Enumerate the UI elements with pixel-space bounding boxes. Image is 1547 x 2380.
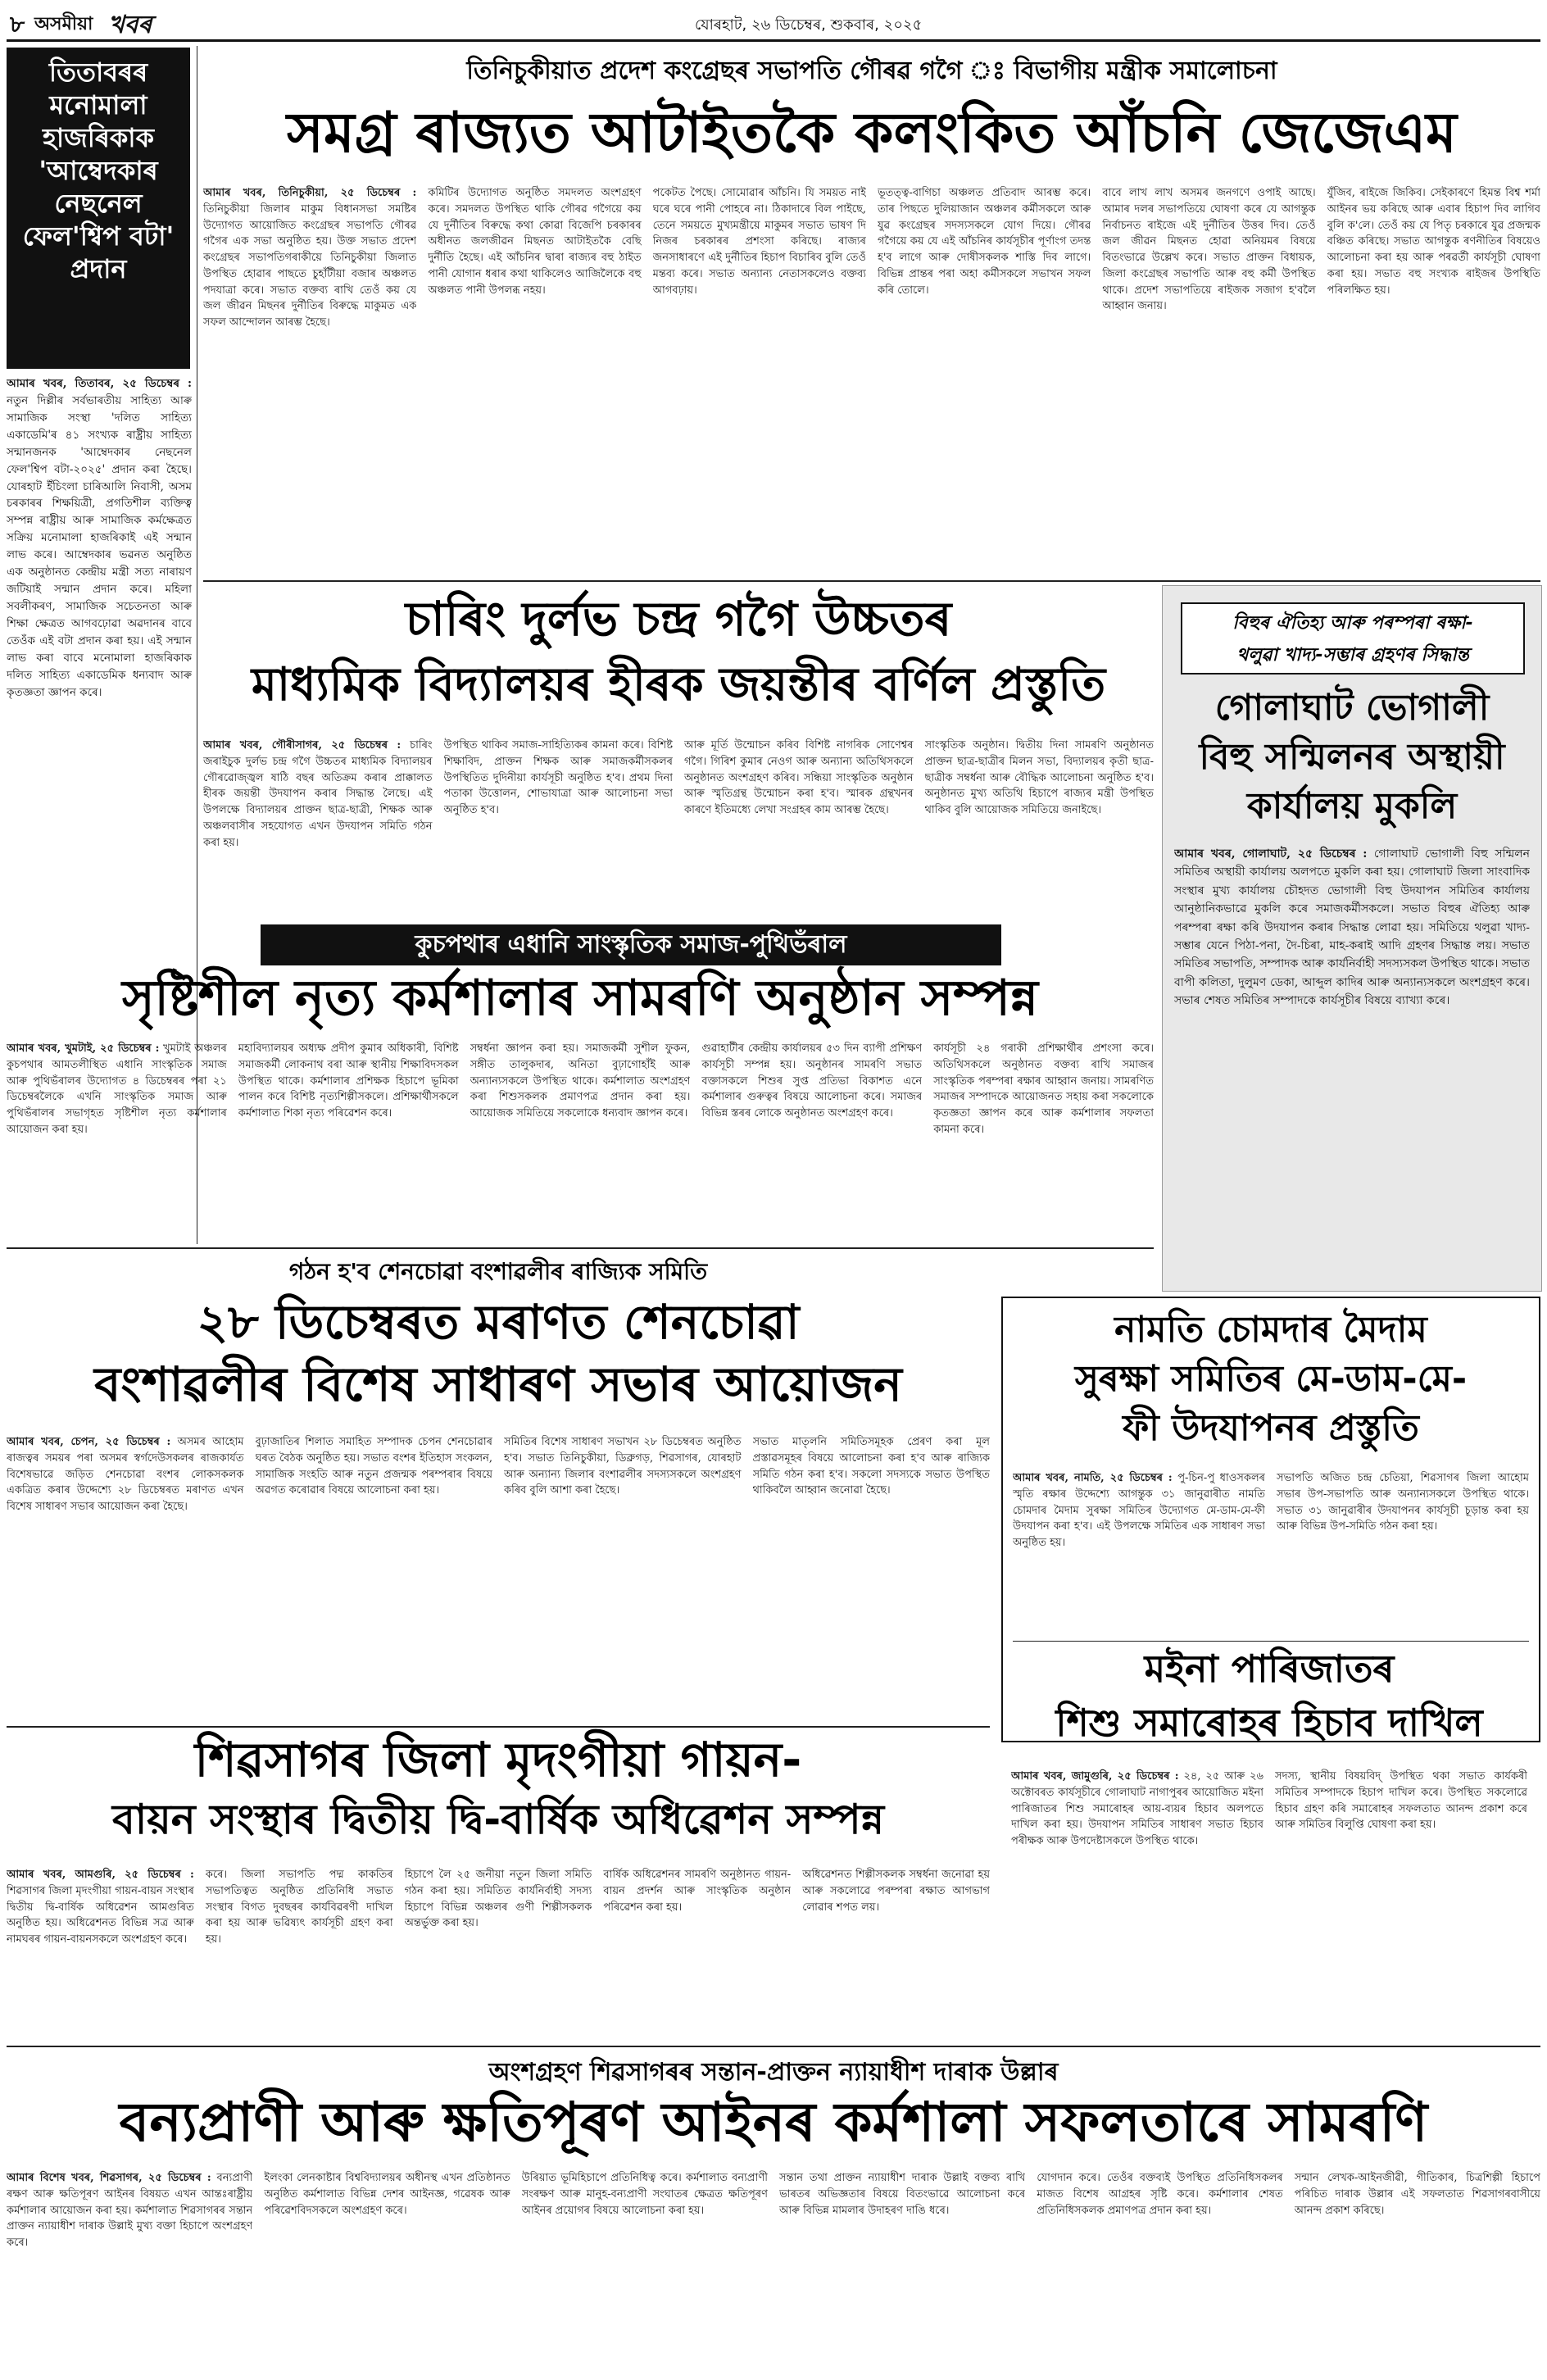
story6-col5: যোগদান কৰে। তেওঁৰ বক্তব্যই উপস্থিত প্ৰতিনিধিসকলৰ মাজত বিশেষ আগ্ৰহৰ সৃষ্টি কৰে। কৰ্মশালাৰ শেষত প্ৰতিনিধিসকলক প্ৰমাণপত্ৰ প্ৰদান কৰা হয়।	[1037, 2172, 1283, 2217]
left-story-headline-box	[7, 48, 190, 369]
story1-dateline: আমাৰ খবৰ, তিনিচুকীয়া, ২৫ ডিচেম্বৰ :	[203, 187, 417, 199]
story4-headline-line2: বংশাৱলীৰ বিশেষ সাধাৰণ সভাৰ আয়োজন	[94, 1356, 902, 1412]
story1	[203, 46, 1540, 579]
story4-headline-line1: ২৮ ডিচেম্বৰত মৰাণত শেনচোৱা	[197, 1294, 800, 1350]
namti-headline-line1: নামতি চোমদাৰ মৈদাম	[1114, 1309, 1427, 1351]
paper-name-b: খবৰ	[108, 11, 152, 39]
story5	[7, 1731, 990, 2098]
bihu-headline-line2: বিহু সন্মিলনৰ অস্থায়ী	[1199, 736, 1505, 778]
story1-col3: পকেটত পৈছে। সোমোৱাৰ আঁচনি। যি সময়ত নাই ঘৰে ঘৰে পানী পোহৰে না। ঠিকাদাৰে বিল পাইছে, তেনে সময়তে মুখ্যমন্ত্ৰীয়ে মাকুমৰ সভাত ভাষণ দি নিজৰ চৰকাৰৰ প্ৰশংসা কৰিছে। ৰাজ্যৰ জনসাধাৰণে এই দুৰ্নীতিৰ হিচাপ বিচাৰিব বুলি তেওঁ মন্তব্য কৰে। সভাত অন্যান্য নেতাসকলেও বক্তব্য আগবঢ়ায়।	[652, 187, 866, 297]
dateline: যোৰহাট, ২৬ ডিচেম্বৰ, শুকবাৰ, ২০২৫	[695, 16, 923, 34]
story3-col5: কাৰ্যসূচী ২৪ গৰাকী প্ৰশিক্ষাৰ্থীৰ প্ৰশংসা কৰে। অতিথিসকলে অনুষ্ঠানত বক্তব্য ৰাখি সমাজৰ সাংস্কৃতিক পৰম্পৰা ৰক্ষাৰ আহ্বান জনায়। সামৰণিত সমাজৰ সম্পাদকে আয়োজনত সহায় কৰা সকলোকে কৃতজ্ঞতা জ্ঞাপন কৰে আৰু কৰ্মশালাৰ সফলতা কামনা কৰে।	[933, 1042, 1154, 1136]
story1-col1: তিনিচুকীয়া জিলাৰ মাকুম বিধানসভা সমষ্টিৰ উদ্যোগত আয়োজিত কংগ্ৰেছৰ সভাপতি গৌৰৱ গগৈৰ এক সভা অনুষ্ঠিত হয়। উক্ত সভাত প্ৰদেশ কংগ্ৰেছৰ সভাপতিগৰাকীয়ে তিনিচুকীয়া জিলাত উপস্থিত হোৱাৰ পাছতে চুহাঁটীয়া বজাৰ অঞ্চলত পদযাত্ৰা কৰে। সভাত বক্তব্য ৰাখি তেওঁ কয় যে জল জীৱন মিছনৰ দুৰ্নীতিৰ বিৰুদ্ধে মাকুমত এক সফল আন্দোলন আৰম্ভ হৈছে।	[203, 202, 417, 329]
story6	[7, 2051, 1540, 2375]
namti-col1: পু-চিন-পু ধাওসকলৰ স্মৃতি ৰক্ষাৰ উদ্দেশ্যে আগন্তুক ৩১ জানুৱাৰীত নামতি চোমদাৰ মৈদাম সুৰক্ষা সমিতিৰ উদ্যোগত মে-ডাম-মে-ফী উদযাপন কৰা হ'ব। এই উপলক্ষে সমিতিৰ এক সাধাৰণ সভা অনুষ্ঠিত হয়।	[1013, 1472, 1265, 1549]
namti-col2: সভাপতি অজিত চন্দ্ৰ চেতিয়া, শিৱসাগৰ জিলা আহোম সভাৰ উপ-সভাপতি আৰু অন্যান্যসকলে উপস্থিত থাকে। সভাত ৩১ জানুৱাৰীৰ উদযাপনৰ কাৰ্যসূচী চূড়ান্ত কৰা হয় আৰু বিভিন্ন উপ-সমিতি গঠন কৰা হয়।	[1277, 1472, 1529, 1533]
story6-kicker: অংশগ্ৰহণ শিৱসাগৰৰ সন্তান-প্ৰাক্তন ন্যায়াধীশ দাৰাক উল্লাৰ	[488, 2058, 1059, 2087]
story1-kicker: তিনিচুকীয়াত প্ৰদেশ কংগ্ৰেছৰ সভাপতি গৌৰৱ গগৈ ঃ বিভাগীয় মন্ত্ৰীক সমালোচনা	[466, 57, 1277, 85]
story4-col2: বুঢ়াজাতিৰ শিলাত সমাহিত সম্পাদক চেপন শেনচোৱাৰ ঘৰত বৈঠক অনুষ্ঠিত হয়। সভাত বংশৰ ইতিহাস সংকলন, সামাজিক সংহতি আৰু নতুন প্ৰজন্মক পৰম্পৰাৰ বিষয়ে অৱগত কৰোৱাৰ বিষয়ে আলোচনা কৰা হয়।	[255, 1436, 492, 1497]
paper-name-a: অসমীয়া	[34, 14, 93, 34]
story2-headline-line2: মাধ্যমিক বিদ্যালয়ৰ হীৰক জয়ন্তীৰ বৰ্ণিল প্ৰস্তুতি	[251, 658, 1106, 711]
story5-headline-line1: শিৱসাগৰ জিলা মৃদংগীয়া গায়ন-	[194, 1732, 802, 1787]
story1-headline: সমগ্ৰ ৰাজ্যত আটাইতকৈ কলংকিত আঁচনি জেজেএম	[287, 101, 1457, 166]
maina-story	[1001, 1647, 1537, 2096]
story2-col2: উপস্থিত থাকিব সমাজ-সাহিত্যিকৰ কামনা কৰে। বিশিষ্ট শিক্ষাবিদ, প্ৰাক্তন শিক্ষক আৰু সমাজকৰ্মীসকলৰ উপস্থিতিত দুদিনীয়া কাৰ্যসূচী অনুষ্ঠিত হ'ব। প্ৰথম দিনা পতাকা উত্তোলন, শোভাযাত্ৰা আৰু আলোচনা সভা অনুষ্ঠিত হ'ব।	[443, 739, 673, 816]
story4-col4: সভাত মাতৃলনি সমিতিসমূহক প্ৰেৰণ কৰা মূল প্ৰস্তাৱসমূহৰ বিষয়ে আলোচনা কৰা হ'ব আৰু ৰাজ্যিক সমিতি গঠন কৰা হ'ব। সকলো সদস্যকে সভাত উপস্থিত থাকিবলৈ আহ্বান জনোৱা হৈছে।	[752, 1436, 990, 1497]
story3-dateline: আমাৰ খবৰ, খুমটাই, ২৫ ডিচেম্বৰ :	[7, 1042, 160, 1055]
namti-headline-line3: ফী উদযাপনৰ প্ৰস্তুতি	[1123, 1407, 1419, 1449]
bihu-headline-line3: কাৰ্যালয় মুকলি	[1246, 785, 1458, 827]
story5-col2: কৰে। জিলা সভাপতি পদ্ম কাকতিৰ সভাপতিত্বত অনুষ্ঠিত প্ৰতিনিধি সভাত সংস্থাৰ বিগত দুবছৰৰ কাৰ্যবিৱৰণী দাখিল কৰা হয় আৰু ভৱিষ্যৎ কাৰ্যসূচী গ্ৰহণ কৰা হয়।	[205, 1869, 393, 1946]
left-story-dateline: আমাৰ খবৰ, তিতাবৰ, ২৫ ডিচেম্বৰ :	[7, 377, 192, 390]
story3-col4: গুৱাহাটীৰ কেন্দ্ৰীয় কাৰ্যালয়ৰ ৫৩ দিন ব্যাপী প্ৰশিক্ষণ কাৰ্যসূচী সম্পন্ন হয়। অনুষ্ঠানৰ সামৰণি সভাত বক্তাসকলে শিশুৰ সুপ্ত প্ৰতিভা বিকাশত এনে কৰ্মশালাৰ গুৰুত্বৰ বিষয়ে আলোচনা কৰে। সমাজৰ বিভিন্ন স্তৰৰ লোকে অনুষ্ঠানত অংশগ্ৰহণ কৰে।	[701, 1042, 923, 1120]
story5-col3: হিচাপে লৈ ২৫ জনীয়া নতুন জিলা সমিতি গঠন কৰা হয়। সমিতিত কাৰ্যনিৰ্বাহী সদস্য হিচাপে বিভিন্ন অঞ্চলৰ গুণী শিল্পীসকলক অন্তৰ্ভুক্ত কৰা হয়।	[404, 1869, 592, 1930]
story4-dateline: আমাৰ খবৰ, চেপন, ২৫ ডিচেম্বৰ :	[7, 1436, 171, 1448]
story1-col6: যুঁজিব, ৰাইজে জিকিব। সেইকাৰণে হিমন্ত বিশ্ব শৰ্মা আইনৰ ভয় কৰিছে আৰু এবাৰ হিচাপ দিব লাগিব বুলি ক'লে। তেওঁ কয় যে পিতৃ চৰকাৰে যুৱ প্ৰজন্মক বঞ্চিত কৰিছে। সভাত আগন্তুক ৰণনীতিৰ বিষয়েও আলোচনা কৰা হয় আৰু পৰৱৰ্তী কাৰ্যসূচী ঘোষণা কৰা হয়। সভাত বহু সংখ্যক ৰাইজৰ উপস্থিতি পৰিলক্ষিত হয়।	[1327, 187, 1540, 297]
bihu-headline-line1: গোলাঘাট ভোগালী	[1214, 687, 1490, 729]
story6-dateline: আমাৰ বিশেষ খবৰ, শিৱসাগৰ, ২৫ ডিচেম্বৰ :	[7, 2172, 211, 2184]
bihu-kicker-frame	[1181, 602, 1525, 674]
story2-headline-line1: চাৰিং দুৰ্লভ চন্দ্ৰ গগৈ উচ্চতৰ	[405, 591, 952, 647]
story5-dateline: আমাৰ খবৰ, আমগুৰি, ২৫ ডিচেম্বৰ :	[7, 1869, 194, 1881]
bihu-kicker-line1: বিহুৰ ঐতিহ্য আৰু পৰম্পৰা ৰক্ষা-	[1232, 613, 1473, 634]
bihu-text: গোলাঘাট ভোগালী বিহু সন্মিলন সমিতিৰ অস্থায়ী কাৰ্যালয় অলপতে মুকলি কৰা হয়। গোলাঘাট জিলা সাংবাদিক সংস্থাৰ মুখ্য কাৰ্যালয় চৌহদত ভোগালী বিহু উদযাপন সমিতিৰ কাৰ্যালয় আনুষ্ঠানিকভাৱে মুকলি কৰে সমাজকৰ্মীসকলে। সভাত বিহুৰ ঐতিহ্য আৰু পৰম্পৰা ৰক্ষা কৰি উদযাপন কৰাৰ সিদ্ধান্ত লোৱা হয়। সমিতিয়ে থলুৱা খাদ্য-সম্ভাৰ যেনে পিঠা-পনা, দৈ-চিৰা, মাহ-কৰাই আদি গ্ৰহণৰ সিদ্ধান্ত লয়। সভাত সমিতিৰ সভাপতি, সম্পাদক আৰু কাৰ্যনিৰ্বাহী সদস্যসকল উপস্থিত থাকে। সভাত বাপী কলিতা, দুলুমণ ডেকা, আব্দুল কাদিৰ আৰু অন্যান্যসকলে অংশগ্ৰহণ কৰে। সভাৰ শেষত সমিতিৰ সম্পাদকে কাৰ্যসূচীৰ বিষয়ে ব্যাখ্যা কৰে।	[1174, 847, 1530, 1008]
story1-col4: ভূতত্ত্ব-বাগিচা অঞ্চলত প্ৰতিবাদ আৰম্ভ কৰে। তাৰ পিছতে দুলিয়াজান অঞ্চলৰ কৰ্মীসকলে আৰু যুৱ কংগ্ৰেছৰ সদস্যসকলে যোগ দিয়ে। গৌৰৱ গগৈয়ে কয় যে এই আঁচনিৰ কাৰ্যসূচীৰ পূৰ্ণাংগ তদন্ত হ'ব লাগে আৰু দোষীসকলক শাস্তি দিব লাগে। বিভিন্ন প্ৰান্তৰ পৰা অহা কৰ্মীসকলে সভাখন সফল কৰি তোলে।	[877, 187, 1091, 297]
left-story-text: নতুন দিল্লীৰ সৰ্বভাৰতীয় সাহিত্য আৰু সামাজিক সংস্থা 'দলিত সাহিত্য একাডেমি'ৰ ৪১ সংখ্যক ৰাষ্ট্ৰীয় সাহিত্য সন্মানজনক 'আম্বেদকাৰ নেছনেল ফেল'শ্বিপ বটা-২০২৫' প্ৰদান কৰা হৈছে। যোৰহাট ইঁচিংলা চাৰিআলি নিবাসী, অসম চৰকাৰৰ শিক্ষয়িত্ৰী, প্ৰগতিশীল ব্যক্তিত্ব সম্পন্ন ৰাষ্ট্ৰীয় আৰু সামাজিক কৰ্মক্ষেত্ৰত সক্ৰিয় মনোমালা হাজৰিকাই এই সন্মান লাভ কৰে। আম্বেদকাৰ ভৱনত অনুষ্ঠিত এক অনুষ্ঠানত কেন্দ্ৰীয় মন্ত্ৰী সত্য নাৰায়ণ জটিয়াই সন্মান প্ৰদান কৰে। মহিলা সবলীকৰণ, সামাজিক সচেতনতা আৰু শিক্ষা ক্ষেত্ৰত আগবঢ়োৱা অৱদানৰ বাবে তেওঁক এই বটা প্ৰদান কৰা হয়। এই সন্মান লাভ কৰা বাবে মনোমালা হাজৰিকাক দলিত সাহিত্য একাডেমিক ধন্যবাদ আৰু কৃতজ্ঞতা জ্ঞাপন কৰে।	[7, 393, 192, 699]
story4-col1: অসমৰ আহোম ৰাজত্বৰ সময়ৰ পৰা অসমৰ স্বৰ্গদেউসকলৰ ৰাজকাৰ্যত বিশেষভাৱে জড়িত শেনচোৱা বংশৰ লোকসকলক একত্ৰিত কৰাৰ উদ্দেশ্যে ২৮ ডিচেম্বৰত মৰাণত এখন বিশেষ সাধাৰণ সভাৰ আয়োজন কৰা হৈছে।	[7, 1436, 244, 1513]
story4	[7, 1252, 990, 1721]
story3-headline: সৃষ্টিশীল নৃত্য কৰ্মশালাৰ সামৰণি অনুষ্ঠান সম্পন্ন	[122, 970, 1038, 1027]
story2-col1: চাৰিং জৰাইচুক দুৰ্লভ চন্দ্ৰ গগৈ উচ্চতৰ মাধ্যমিক বিদ্যালয়ৰ গৌৰৱোজ্জ্বল ষাঠি বছৰ অতিক্ৰম কৰাৰ প্ৰাক্কালত হীৰক জয়ন্তী উদযাপন কৰাৰ সিদ্ধান্ত লৈছে। এই উপলক্ষে বিদ্যালয়ৰ প্ৰাক্তন ছাত্ৰ-ছাত্ৰী, শিক্ষক আৰু অঞ্চলবাসীৰ সহযোগত এখন উদযাপন সমিতি গঠন কৰা হয়।	[203, 739, 433, 849]
story3	[7, 970, 1154, 1244]
story2-col3: আৰু মূৰ্তি উন্মোচন কৰিব বিশিষ্ট নাগৰিক সোণেশ্বৰ গগৈ। গিৰিশ কুমাৰ নেওগ আৰু অন্যান্য অতিথিসকলে অনুষ্ঠানত অংশগ্ৰহণ কৰিব। সন্ধিয়া সাংস্কৃতিক অনুষ্ঠান আৰু স্মৃতিগ্ৰন্থ উন্মোচন কৰা হ'ব। স্মাৰক গ্ৰন্থখনৰ কাৰণে ইতিমধ্যে লেখা সংগ্ৰহৰ কাম আৰম্ভ হৈছে।	[684, 739, 914, 816]
story4-kicker: গঠন হ'ব শেনচোৱা বংশাৱলীৰ ৰাজ্যিক সমিতি	[288, 1258, 708, 1285]
story5-col4: বাৰ্ষিক অধিৱেশনৰ সামৰণি অনুষ্ঠানত গায়ন-বায়ন প্ৰদৰ্শন আৰু সাংস্কৃতিক অনুষ্ঠান পৰিৱেশন কৰা হয়।	[603, 1869, 792, 1914]
story6-col6: সন্মান লেখক-আইনজীৱী, গীতিকাৰ, চিত্ৰশিল্পী হিচাপে পৰিচিত দাৰাক উল্লাৰ এই সফলতাত শিৱসাগৰবাসীয়ে আনন্দ প্ৰকাশ কৰিছে।	[1294, 2172, 1540, 2217]
story1-col2: কমিটিৰ উদ্যোগত অনুষ্ঠিত সমদলত অংশগ্ৰহণ কৰে। সমদলত উপস্থিত থাকি গৌৰৱ গগৈয়ে কয় যে দুৰ্নীতিৰ বিৰুদ্ধে কথা কোৱা বিজেপি চৰকাৰৰ অধীনত জলজীৱন মিছনত আটাইতকৈ বেছি দুৰ্নীতি হৈছে। এই আঁচনিৰ দ্বাৰা ৰাজ্যৰ বহু ঠাইত পানী যোগান ধৰাৰ কথা থাকিলেও আজিলৈকে বহু অঞ্চলত পানী উপলব্ধ নহয়।	[428, 187, 642, 297]
masthead	[7, 3, 1540, 42]
story6-col1: বন্যপ্ৰাণী ৰক্ষণ আৰু ক্ষতিপূৰণ আইনৰ বিষয়ত এখন আন্তঃৰাষ্ট্ৰীয় কৰ্মশালাৰ আয়োজন কৰা হয়। কৰ্মশালাত শিৱসাগৰৰ সন্তান প্ৰাক্তন ন্যায়াধীশ দাৰাক উল্লাই মুখ্য বক্তা হিচাপে অংশগ্ৰহণ কৰে।	[7, 2172, 253, 2249]
page-number: ৮	[10, 11, 25, 38]
maina-dateline: আমাৰ খবৰ, জামুগুৰি, ২৫ ডিচেম্বৰ :	[1011, 1770, 1179, 1783]
story2-dateline: আমাৰ খবৰ, গৌৰীসাগৰ, ২৫ ডিচেম্বৰ :	[203, 739, 401, 752]
story6-headline: বন্যপ্ৰাণী আৰু ক্ষতিপূৰণ আইনৰ কৰ্মশালা সফলতাৰে সামৰণি	[119, 2091, 1428, 2154]
story3-col3: সম্বৰ্ধনা জ্ঞাপন কৰা হয়। সমাজকৰ্মী সুশীল ফুকন, সঙ্গীত তালুকদাৰ, অনিতা বুঢ়াগোহাঁই আৰু অন্যান্যসকলে উপস্থিত থাকে। কৰ্মশালাত অংশগ্ৰহণ কৰা শিশুসকলক প্ৰমাণপত্ৰ প্ৰদান কৰা হয়। আয়োজক সমিতিয়ে সকলোকে ধন্যবাদ জ্ঞাপন কৰে।	[470, 1042, 691, 1120]
bihu-box	[1162, 585, 1542, 1292]
story5-col1: শিৱসাগৰ জিলা মৃদংগীয়া গায়ন-বায়ন সংস্থাৰ দ্বিতীয় দ্বি-বাৰ্ষিক অধিৱেশন আমগুৰিত অনুষ্ঠিত হয়। অধিৱেশনত বিভিন্ন সত্ৰ আৰু নামঘৰৰ গায়ন-বায়নসকলে অংশগ্ৰহণ কৰে।	[7, 1884, 194, 1946]
namti-headline-line2: সুৰক্ষা সমিতিৰ মে-ডাম-মে-	[1074, 1358, 1468, 1400]
maina-headline-line1: মইনা পাৰিজাতৰ	[1144, 1646, 1395, 1691]
story2-col4: সাংস্কৃতিক অনুষ্ঠান। দ্বিতীয় দিনা সামৰণি অনুষ্ঠানত প্ৰাক্তন ছাত্ৰ-ছাত্ৰীৰ মিলন সভা, বিদ্যালয়ৰ কৃতী ছাত্ৰ-ছাত্ৰীক সম্বৰ্ধনা আৰু বৌদ্ধিক আলোচনা অনুষ্ঠিত হ'ব। অনুষ্ঠানত মুখ্য অতিথি হিচাপে ৰাজ্যৰ মন্ত্ৰী উপস্থিত থাকিব বুলি আয়োজক সমিতিয়ে জনাইছে।	[924, 739, 1154, 816]
bihu-body	[1174, 845, 1530, 1279]
story5-headline-line2: বায়ন সংস্থাৰ দ্বিতীয় দ্বি-বাৰ্ষিক অধিৱেশন সম্পন্ন	[111, 1796, 885, 1843]
left-story-headline: তিতাবৰৰ মনোমালা হাজৰিকাক 'আম্বেদকাৰ নেছনেল ফেল'শ্বিপ বটা' প্ৰদান	[22, 57, 175, 284]
story4-col3: সমিতিৰ বিশেষ সাধাৰণ সভাখন ২৮ ডিচেম্বৰত অনুষ্ঠিত হ'ব। সভাত তিনিচুকীয়া, ডিব্ৰুগড়, শিৱসাগৰ, যোৰহাট আৰু অন্যান্য জিলাৰ বংশাৱলীৰ সদস্যসকলে অংশগ্ৰহণ কৰিব বুলি আশা কৰা হৈছে।	[504, 1436, 742, 1497]
story2	[203, 585, 1154, 942]
story6-col2: ইলংকা লেনকাষ্টাৰ বিশ্ববিদ্যালয়ৰ অধীনস্থ এখন প্ৰতিষ্ঠানত অনুষ্ঠিত কৰ্মশালাত বিভিন্ন দেশৰ আইনজ্ঞ, গৱেষক আৰু পৰিৱেশবিদসকলে অংশগ্ৰহণ কৰে।	[264, 2172, 510, 2217]
story5-col5: অধিৱেশনত শিল্পীসকলক সম্বৰ্ধনা জনোৱা হয় আৰু সকলোৱে পৰম্পৰা ৰক্ষাত আগভাগ লোৱাৰ শপত লয়।	[802, 1869, 990, 1914]
maina-col2: সদস্য, স্থানীয় বিষয়বিদ্ উপস্থিত থকা সভাত কাৰ্যকৰী সমিতিৰ সম্পাদকে হিচাপ দাখিল কৰে। উপস্থিত সকলোৱে হিচাব গ্ৰহণ কৰি সমাৰোহৰ সফলতাত আনন্দ প্ৰকাশ কৰে আৰু সমিতিৰ বিলুপ্তি ঘোষণা কৰা হয়।	[1275, 1770, 1527, 1832]
bihu-kicker-line2: থলুৱা খাদ্য-সম্ভাৰ গ্ৰহণৰ সিদ্ধান্ত	[1236, 645, 1469, 665]
maina-col1: ২৪, ২৫ আৰু ২৬ অক্টোবৰত কাৰ্যসূচীৰে গোলাঘাট নাগাপুৰৰ আয়োজিত মইনা পাৰিজাতৰ শিশু সমাৰোহৰ আয়-ব্যয়ৰ হিচাব অলপতে দাখিল কৰা হয়। উদযাপন সমিতিৰ সাধাৰণ সভাত হিচাব পৰীক্ষক আৰু উপদেষ্টাসকলে উপস্থিত থাকে।	[1011, 1770, 1263, 1847]
story3-kicker: কুচপথাৰ এধানি সাংস্কৃতিক সমাজ-পুথিভঁৰাল	[415, 929, 847, 959]
bihu-dateline: আমাৰ খবৰ, গোলাঘাট, ২৫ ডিচেম্বৰ :	[1174, 847, 1368, 861]
namti-dateline: আমাৰ খবৰ, নামতি, ২৫ ডিচেম্বৰ :	[1013, 1472, 1173, 1484]
story3-col2: মহাবিদ্যালয়ৰ অধ্যক্ষ প্ৰদীপ কুমাৰ অধিকাৰী, বিশিষ্ট সমাজকৰ্মী লোকনাথ বৰা আৰু স্থানীয় শিক্ষাবিদসকল উপস্থিত থাকে। কৰ্মশালাৰ প্ৰশিক্ষক হিচাপে ভূমিকা পালন কৰে বিশিষ্ট নৃত্যশিল্পীসকলে। প্ৰশিক্ষাৰ্থীসকলে কৰ্মশালাত শিকা নৃত্য পৰিৱেশন কৰে।	[238, 1042, 459, 1120]
story3-col1: খুমটাই অঞ্চলৰ কুচপথাৰ আমতলীস্থিত এধানি সাংস্কৃতিক সমাজ আৰু পুথিভঁৰালৰ উদ্যোগত ৪ ডিচেম্বৰৰ পৰা ২১ ডিচেম্বৰলৈকে এখনি সাংস্কৃতিক সমাজ আৰু পুথিভঁৰালৰ সভাগৃহত সৃষ্টিশীল নৃত্য কৰ্মশালাৰ আয়োজন কৰা হয়।	[7, 1042, 227, 1136]
story3-kicker-bar	[261, 924, 1001, 965]
story6-col3: উৰিয়াত ভূমিহিচাপে প্ৰতিনিধিত্ব কৰে। কৰ্মশালাত বন্যপ্ৰাণী সংৰক্ষণ আৰু মানুহ-বন্যপ্ৰাণী সংঘাতৰ ক্ষেত্ৰত ক্ষতিপূৰণ আইনৰ প্ৰয়োগৰ বিষয়ে আলোচনা কৰা হয়।	[521, 2172, 768, 2217]
story1-col5: বাবে লাখ লাখ অসমৰ জনগণে ওপাই আছে। আমাৰ দলৰ সভাপতিয়ে ঘোষণা কৰে যে আগন্তুক নিৰ্বাচনত ৰাইজে এই দুৰ্নীতিৰ উত্তৰ দিব। তেওঁ জল জীৱন মিছনত হোৱা অনিয়মৰ বিষয়ে বিতংভাৱে উল্লেখ কৰে। সভাত প্ৰাক্তন বিধায়ক, জিলা কংগ্ৰেছৰ সভাপতি আৰু বহু কৰ্মী উপস্থিত থাকে। প্ৰদেশ সভাপতিয়ে ৰাইজক সজাগ হ'বলৈ আহ্বান জনায়।	[1102, 187, 1316, 313]
maina-headline-line2: শিশু সমাৰোহৰ হিচাব দাখিল	[1055, 1701, 1483, 1745]
story6-col4: সন্তান তথা প্ৰাক্তন ন্যায়াধীশ দাৰাক উল্লাই বক্তব্য ৰাখি ভাৰতৰ অভিজ্ঞতাৰ বিষয়ে বিতংভাৱে আলোচনা কৰে আৰু বিভিন্ন মামলাৰ উদাহৰণ দাঙি ধৰে।	[778, 2172, 1026, 2217]
